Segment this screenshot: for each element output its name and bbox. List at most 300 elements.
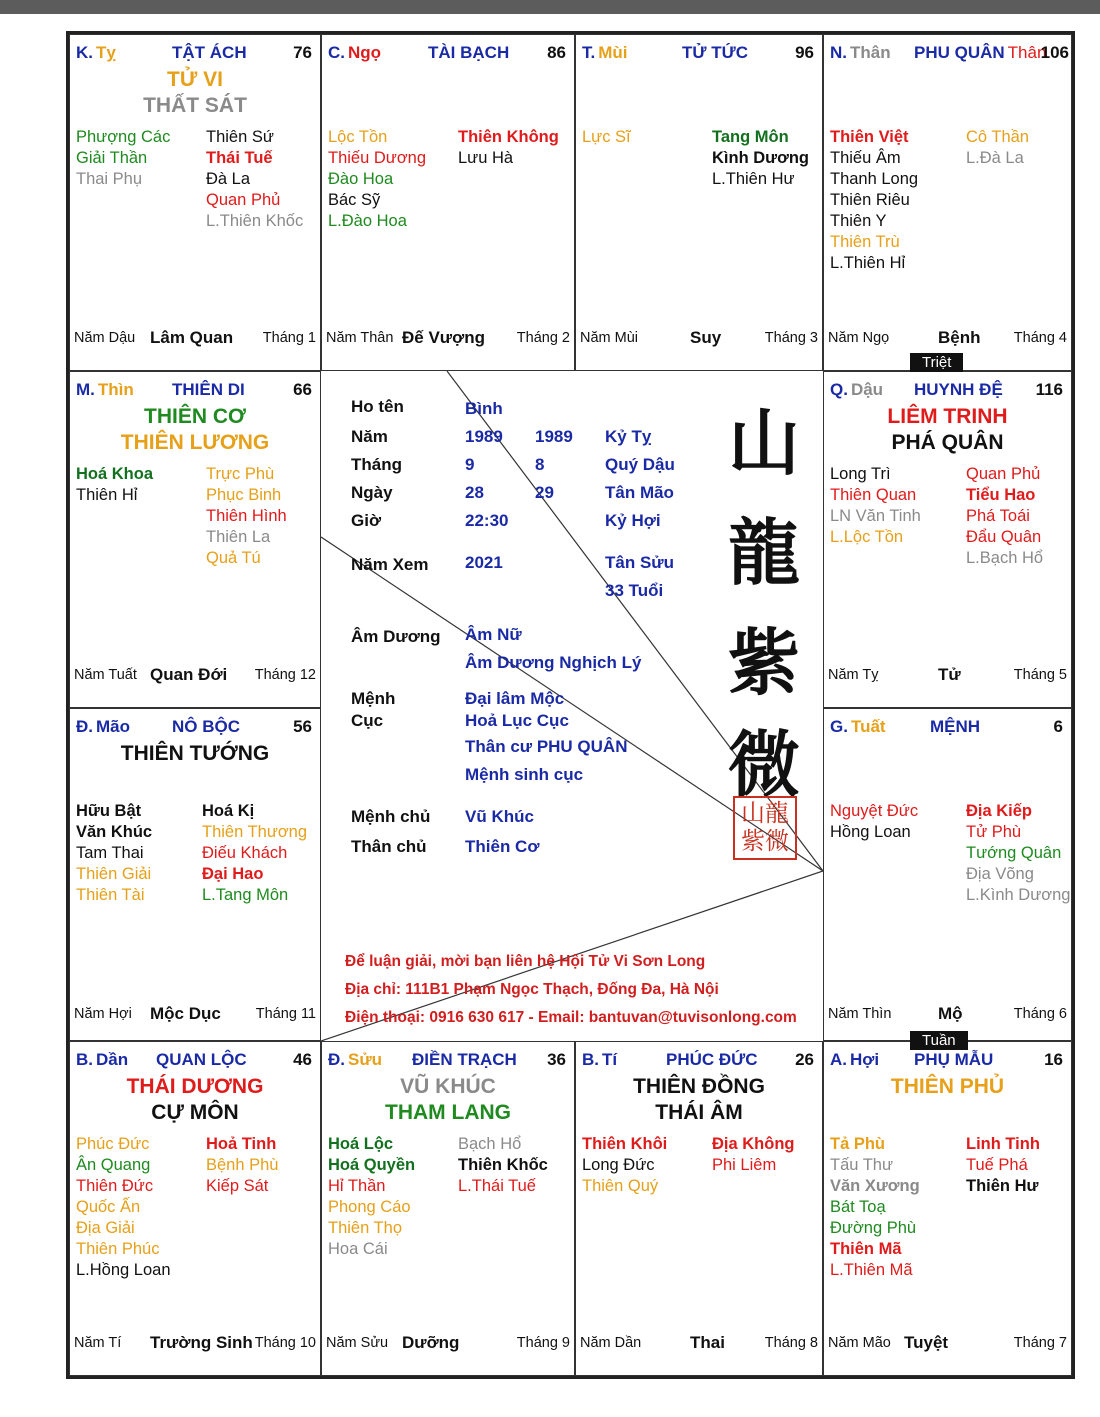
value-ngay-can: Tân Mão — [605, 483, 674, 502]
palace-year: Năm Dậu — [74, 330, 136, 346]
star-column-left — [328, 127, 426, 232]
star-item: Đẩu Quân — [966, 528, 1042, 546]
palace-year: Năm Ngọ — [828, 330, 890, 346]
label-than-chu: Thân chủ — [351, 837, 427, 856]
star-item: Thiếu Âm — [830, 149, 901, 167]
main-stars — [70, 404, 320, 456]
palace-month: Tháng 12 — [254, 667, 316, 683]
palace-age: 76 — [293, 43, 312, 62]
star-item: Thiên Thương — [202, 823, 308, 841]
palace-month: Tháng 3 — [764, 330, 818, 346]
star-column-left — [76, 464, 153, 506]
palace-location — [582, 43, 628, 63]
palace-branch: Mão — [96, 717, 130, 736]
star-item: Địa Không — [712, 1135, 795, 1153]
palace-title: ĐIỀN TRẠCH — [412, 1050, 517, 1069]
palace-title: PHU QUÂN — [914, 43, 1005, 62]
value-thang-dl: 9 — [465, 455, 475, 474]
palace-footer — [580, 326, 818, 348]
palace-name — [682, 43, 748, 63]
palace-code: Đ. — [76, 717, 93, 736]
palace-branch: Hợi — [850, 1050, 880, 1069]
star-item: Kình Dương — [712, 149, 809, 167]
palace-branch: Mùi — [598, 43, 628, 62]
palace-code: Đ. — [328, 1050, 345, 1069]
center-info-panel — [321, 371, 823, 1041]
palace-header — [830, 1050, 1067, 1072]
palace-location — [830, 380, 883, 400]
palace-age: 96 — [795, 43, 814, 62]
palace-age: 66 — [293, 380, 312, 399]
star-column-left — [328, 1134, 415, 1260]
palace-location — [830, 717, 886, 737]
palace-footer — [74, 1002, 316, 1024]
star-item: Hoá Quyền — [328, 1156, 416, 1174]
star-item: L.Đà La — [966, 149, 1024, 167]
palace-branch: Dần — [96, 1050, 129, 1069]
calligraphy-char-2: 龍 — [727, 510, 800, 595]
star-item: Bát Toạ — [830, 1198, 886, 1216]
palace-title: TỬ TỨC — [682, 43, 748, 62]
palace-name — [428, 43, 509, 63]
main-star: THÁI ÂM — [655, 1101, 743, 1124]
palace-title: QUAN LỘC — [156, 1050, 247, 1069]
value-ngay-dl: 28 — [465, 483, 484, 502]
palace-mui[interactable] — [575, 34, 823, 371]
star-column-left — [582, 1134, 667, 1197]
star-item: LN Văn Tinh — [830, 507, 921, 525]
label-thang: Tháng — [351, 455, 402, 474]
red-seal-stamp — [733, 796, 797, 860]
label-am-duong: Âm Dương — [351, 627, 441, 646]
palace-title: PHÚC ĐỨC — [666, 1050, 758, 1069]
palace-branch: Sửu — [348, 1050, 383, 1069]
label-cuc: Cục — [351, 711, 384, 730]
star-item: Tam Thai — [76, 844, 144, 862]
palace-phase: Mộ — [938, 1004, 963, 1023]
star-item: Hoá Lộc — [328, 1135, 394, 1153]
star-item: L.Tang Môn — [202, 886, 289, 904]
palace-location — [76, 380, 134, 400]
value-ho-ten: Bình — [465, 399, 503, 418]
star-item: L.Thiên Mã — [830, 1261, 913, 1279]
palace-name — [914, 1050, 993, 1070]
value-menh-chu: Vũ Khúc — [465, 807, 534, 826]
tu-vi-chart — [66, 31, 1075, 1379]
star-column-right — [458, 1134, 548, 1197]
palace-ty[interactable] — [69, 34, 321, 371]
main-star: THIÊN CƠ — [144, 405, 246, 428]
star-item: L.Thiên Hỉ — [830, 254, 906, 272]
star-item: Linh Tinh — [966, 1135, 1040, 1153]
palace-year: Năm Tỵ — [828, 667, 879, 683]
palace-year: Năm Tuất — [74, 667, 137, 683]
label-ho-ten: Ho tên — [351, 397, 404, 416]
star-item: Thiên Y — [830, 212, 887, 230]
palace-branch: Dậu — [850, 380, 884, 399]
palace-footer — [74, 1331, 316, 1353]
palace-title: HUYNH ĐỆ — [914, 380, 1003, 399]
palace-name — [666, 1050, 758, 1070]
than-marker: Thân — [1007, 43, 1047, 62]
star-item: Nguyệt Đức — [830, 802, 919, 820]
main-stars — [322, 1074, 574, 1126]
palace-month: Tháng 8 — [764, 1335, 818, 1351]
value-nam-dl: 1989 — [465, 427, 503, 446]
star-item: Thiên Mã — [830, 1240, 902, 1258]
palace-ti[interactable] — [575, 1041, 823, 1376]
palace-code: A. — [830, 1050, 847, 1069]
main-star: THẤT SÁT — [143, 94, 247, 117]
palace-month: Tháng 6 — [1013, 1006, 1067, 1022]
palace-name — [914, 380, 1003, 400]
palace-header — [328, 1050, 570, 1072]
palace-title: THIÊN DI — [172, 380, 245, 399]
main-star: PHÁ QUÂN — [891, 431, 1004, 454]
label-nam: Năm — [351, 427, 388, 446]
star-item: L.Thiên Hư — [712, 170, 795, 188]
palace-phase: Bệnh — [938, 328, 981, 347]
star-column-left — [76, 1134, 171, 1281]
palace-phase: Quan Đới — [150, 665, 228, 684]
value-nam-xem: 2021 — [465, 553, 503, 572]
star-item: Lưu Hà — [458, 149, 514, 167]
star-item: Quốc Ấn — [76, 1198, 141, 1216]
star-item: Quan Phủ — [966, 465, 1041, 483]
palace-phase: Tử — [938, 665, 961, 684]
star-column-right — [458, 127, 559, 169]
palace-phase: Mộc Dục — [150, 1004, 221, 1023]
palace-year: Năm Hợi — [74, 1006, 132, 1022]
palace-header — [830, 380, 1067, 402]
star-column-left — [830, 801, 918, 843]
main-stars — [70, 741, 320, 767]
palace-code: N. — [830, 43, 847, 62]
palace-month: Tháng 7 — [1013, 1335, 1067, 1351]
palace-title: NÔ BỘC — [172, 717, 240, 736]
star-item: Thiên Khốc — [458, 1156, 548, 1174]
main-star: THIÊN LƯƠNG — [120, 431, 270, 454]
palace-code: K. — [76, 43, 93, 62]
star-item: Thiên Quý — [582, 1177, 659, 1195]
star-item: Thanh Long — [830, 170, 919, 188]
palace-name — [172, 380, 245, 400]
star-item: Kiếp Sát — [206, 1177, 269, 1195]
palace-location — [76, 1050, 128, 1070]
star-item: Đào Hoa — [328, 170, 394, 188]
star-item: Thiên Quan — [830, 486, 917, 504]
palace-title: PHỤ MẪU — [914, 1050, 994, 1069]
star-item: Địa Giải — [76, 1219, 135, 1237]
star-column-right — [966, 1134, 1040, 1197]
star-item: Phượng Các — [76, 128, 171, 146]
palace-thin[interactable] — [69, 371, 321, 708]
palace-phase: Suy — [690, 328, 722, 347]
palace-age: 6 — [1053, 717, 1063, 736]
value-nam-xem-can: Tân Sửu — [605, 553, 674, 572]
star-column-right — [712, 127, 809, 190]
palace-year: Năm Mão — [828, 1335, 891, 1351]
palace-header — [582, 43, 818, 65]
main-star: THAM LANG — [385, 1101, 511, 1124]
palace-dau[interactable] — [823, 371, 1072, 708]
star-item: Trực Phù — [206, 465, 275, 483]
contact-line-1: Để luận giải, mời bạn liên hệ Hội Tử Vi Sơn Long — [345, 953, 706, 970]
palace-dan[interactable] — [69, 1041, 321, 1376]
palace-name — [412, 1050, 517, 1070]
star-item: Tiểu Hao — [966, 486, 1036, 504]
palace-location — [830, 43, 891, 63]
star-item: Đà La — [206, 170, 251, 188]
palace-age: 46 — [293, 1050, 312, 1069]
star-item: L.Thiên Khốc — [206, 212, 304, 230]
palace-footer — [828, 1331, 1067, 1353]
palace-year: Năm Dần — [580, 1335, 642, 1351]
value-menh-sinh: Mệnh sinh cục — [465, 765, 584, 784]
star-item: Phúc Đức — [76, 1135, 150, 1153]
star-column-right — [712, 1134, 795, 1176]
palace-month: Tháng 10 — [254, 1335, 316, 1351]
star-item: Phá Toái — [966, 507, 1030, 525]
star-item: Cô Thần — [966, 128, 1029, 146]
star-item: Thiên La — [206, 528, 271, 546]
palace-name — [172, 717, 240, 737]
star-item: Thiên Riêu — [830, 191, 910, 209]
value-nam-al: 1989 — [535, 427, 573, 446]
star-item: Thiên Không — [458, 128, 559, 146]
contact-phone-email[interactable]: Điện thoại: 0916 630 617 - Email: bantuvan@tuvisonlong.com — [345, 1009, 797, 1026]
star-item: Thiên Sứ — [206, 128, 274, 146]
seal-text: 山龍紫微 — [741, 799, 789, 855]
palace-suu[interactable] — [321, 1041, 575, 1376]
star-item: Hoa Cái — [328, 1240, 388, 1258]
palace-name — [914, 43, 1046, 63]
main-stars — [70, 1074, 320, 1126]
palace-tuat[interactable] — [823, 708, 1072, 1041]
star-column-left — [830, 127, 918, 274]
star-item: Phục Binh — [206, 486, 282, 504]
palace-footer — [74, 326, 316, 348]
value-thang-al: 8 — [535, 455, 545, 474]
star-item: Thiên Giải — [76, 865, 152, 883]
star-item: Thiên Hư — [966, 1177, 1039, 1195]
star-item: Thiên Hỉ — [76, 486, 138, 504]
star-item: Thiên Trù — [830, 233, 900, 251]
palace-age: 56 — [293, 717, 312, 736]
star-item: Phi Liêm — [712, 1156, 777, 1174]
label-nam-xem: Năm Xem — [351, 555, 429, 574]
star-item: Thiên Việt — [830, 128, 909, 146]
label-menh-chu: Mệnh chủ — [351, 807, 431, 826]
value-menh: Đại lâm Mộc — [465, 689, 565, 708]
palace-month: Tháng 4 — [1013, 330, 1067, 346]
star-item: Lực Sĩ — [582, 128, 631, 146]
star-column-right — [966, 464, 1043, 569]
label-gio: Giờ — [351, 511, 382, 530]
star-item: L.Đào Hoa — [328, 212, 407, 230]
label-ngay: Ngày — [351, 483, 393, 502]
palace-phase: Trường Sinh — [150, 1333, 253, 1352]
palace-header — [830, 717, 1067, 739]
palace-month: Tháng 1 — [262, 330, 316, 346]
star-column-right — [206, 127, 303, 232]
palace-footer — [828, 663, 1067, 685]
palace-code: T. — [582, 43, 596, 62]
star-item: Lộc Tồn — [328, 128, 388, 146]
main-stars — [70, 67, 320, 119]
palace-age: 26 — [795, 1050, 814, 1069]
star-column-left — [76, 801, 152, 906]
star-item: Tướng Quân — [966, 844, 1062, 862]
palace-than[interactable] — [823, 34, 1072, 371]
palace-footer — [828, 1002, 1067, 1024]
palace-mao[interactable] — [69, 708, 321, 1041]
star-item: L.Kình Dương — [966, 886, 1071, 904]
value-gio: 22:30 — [465, 511, 509, 530]
palace-location — [328, 1050, 382, 1070]
star-item: Tang Môn — [712, 128, 789, 146]
palace-header — [582, 1050, 818, 1072]
star-item: Tả Phù — [830, 1135, 886, 1153]
palace-phase: Tuyệt — [904, 1333, 949, 1352]
palace-year: Năm Thân — [326, 330, 394, 346]
triet-marker: Triệt — [910, 353, 963, 372]
star-item: Ân Quang — [76, 1156, 151, 1174]
value-am-duong: Âm Nữ — [465, 625, 522, 644]
palace-header — [76, 717, 316, 739]
value-thang-can: Quý Dậu — [605, 455, 675, 474]
palace-location — [830, 1050, 879, 1070]
star-item: Đường Phù — [830, 1219, 917, 1237]
palace-month: Tháng 11 — [255, 1006, 316, 1022]
palace-ngo[interactable] — [321, 34, 575, 371]
star-item: Địa Võng — [966, 865, 1034, 883]
star-item: Văn Khúc — [76, 823, 153, 841]
palace-month: Tháng 2 — [516, 330, 570, 346]
palace-title: TÀI BẠCH — [428, 43, 510, 62]
star-item: Thiên Khôi — [582, 1135, 668, 1153]
main-star: LIÊM TRINH — [887, 405, 1008, 428]
star-item: Thiên Tài — [76, 886, 145, 904]
star-column-left — [582, 127, 631, 148]
star-item: Quan Phủ — [206, 191, 281, 209]
palace-branch: Thân — [850, 43, 891, 62]
palace-phase: Dưỡng — [402, 1333, 460, 1352]
palace-header — [830, 43, 1067, 65]
palace-year: Năm Sửu — [326, 1335, 389, 1351]
palace-age: 36 — [547, 1050, 566, 1069]
palace-header — [328, 43, 570, 65]
star-item: Văn Xương — [830, 1177, 920, 1195]
contact-address: Địa chỉ: 111B1 Phạm Ngọc Thạch, Đống Đa, Hà Nội — [345, 981, 719, 998]
palace-age: 86 — [547, 43, 566, 62]
value-am-duong-2: Âm Dương Nghịch Lý — [465, 653, 642, 672]
palace-location — [328, 43, 381, 63]
value-than-cu: Thân cư PHU QUÂN — [465, 737, 628, 756]
star-column-right — [206, 1134, 278, 1197]
palace-age: 16 — [1044, 1050, 1063, 1069]
star-item: Điếu Khách — [202, 844, 288, 862]
palace-name — [930, 717, 980, 737]
label-menh: Mệnh — [351, 689, 396, 708]
star-item: Hỉ Thần — [328, 1177, 386, 1195]
star-item: Thái Tuế — [206, 149, 273, 167]
palace-location — [582, 1050, 617, 1070]
palace-header — [76, 43, 316, 65]
palace-code: B. — [76, 1050, 93, 1069]
palace-age: 106 — [1040, 43, 1069, 62]
palace-hoi[interactable] — [823, 1041, 1072, 1376]
palace-footer — [326, 326, 570, 348]
star-item: Thiên Thọ — [328, 1219, 402, 1237]
main-star: THÁI DƯƠNG — [126, 1075, 264, 1098]
star-item: Thiên Hình — [206, 507, 287, 525]
main-star: CỰ MÔN — [151, 1101, 239, 1124]
palace-footer — [580, 1331, 818, 1353]
star-column-left — [830, 464, 921, 548]
star-item: Đại Hao — [202, 865, 264, 883]
star-item: Tử Phù — [966, 823, 1022, 841]
star-item: L.Lộc Tồn — [830, 528, 904, 546]
palace-footer — [828, 326, 1067, 348]
star-column-right — [966, 127, 1029, 169]
palace-code: G. — [830, 717, 848, 736]
star-column-left — [830, 1134, 920, 1281]
main-star: THIÊN TƯỚNG — [120, 742, 270, 765]
palace-title: TẬT ÁCH — [172, 43, 247, 62]
star-column-right — [202, 801, 307, 906]
value-gio-can: Kỷ Hợi — [605, 511, 661, 530]
star-item: Bác Sỹ — [328, 191, 381, 209]
palace-branch: Ngọ — [348, 43, 382, 62]
star-item: Hồng Loan — [830, 823, 911, 841]
palace-year: Năm Thìn — [828, 1006, 892, 1022]
palace-phase: Lâm Quan — [150, 328, 234, 347]
star-item: L.Thái Tuế — [458, 1177, 536, 1195]
palace-footer — [74, 663, 316, 685]
star-item: Thiếu Dương — [328, 149, 426, 167]
star-item: Bệnh Phù — [206, 1156, 279, 1174]
palace-phase: Đế Vượng — [402, 328, 485, 347]
palace-header — [76, 1050, 316, 1072]
star-item: Địa Kiếp — [966, 802, 1033, 820]
star-item: Phong Cáo — [328, 1198, 411, 1216]
palace-branch: Tí — [602, 1050, 618, 1069]
main-star: THIÊN ĐỒNG — [633, 1075, 765, 1098]
palace-footer — [326, 1331, 570, 1353]
star-item: Hữu Bật — [76, 802, 142, 820]
star-item: Tấu Thư — [830, 1156, 894, 1174]
value-nam-can: Kỷ Tỵ — [605, 427, 652, 446]
palace-location — [76, 717, 130, 737]
palace-phase: Thai — [690, 1333, 725, 1352]
star-item: Thai Phụ — [76, 170, 143, 188]
palace-location — [76, 43, 116, 63]
palace-month: Tháng 9 — [516, 1335, 570, 1351]
main-stars — [824, 1074, 1071, 1100]
value-cuc: Hoả Lục Cục — [465, 711, 569, 730]
star-column-right — [966, 801, 1070, 906]
tuan-marker: Tuần — [910, 1031, 968, 1050]
value-tuoi: 33 Tuổi — [605, 581, 664, 600]
value-ngay-al: 29 — [535, 483, 554, 502]
main-stars — [576, 1074, 822, 1126]
star-item: Thiên Phúc — [76, 1240, 160, 1258]
main-star: THIÊN PHỦ — [890, 1075, 1005, 1098]
star-item: Long Trì — [830, 465, 891, 483]
star-column-left — [76, 127, 170, 190]
star-item: Hoá Khoa — [76, 465, 154, 483]
